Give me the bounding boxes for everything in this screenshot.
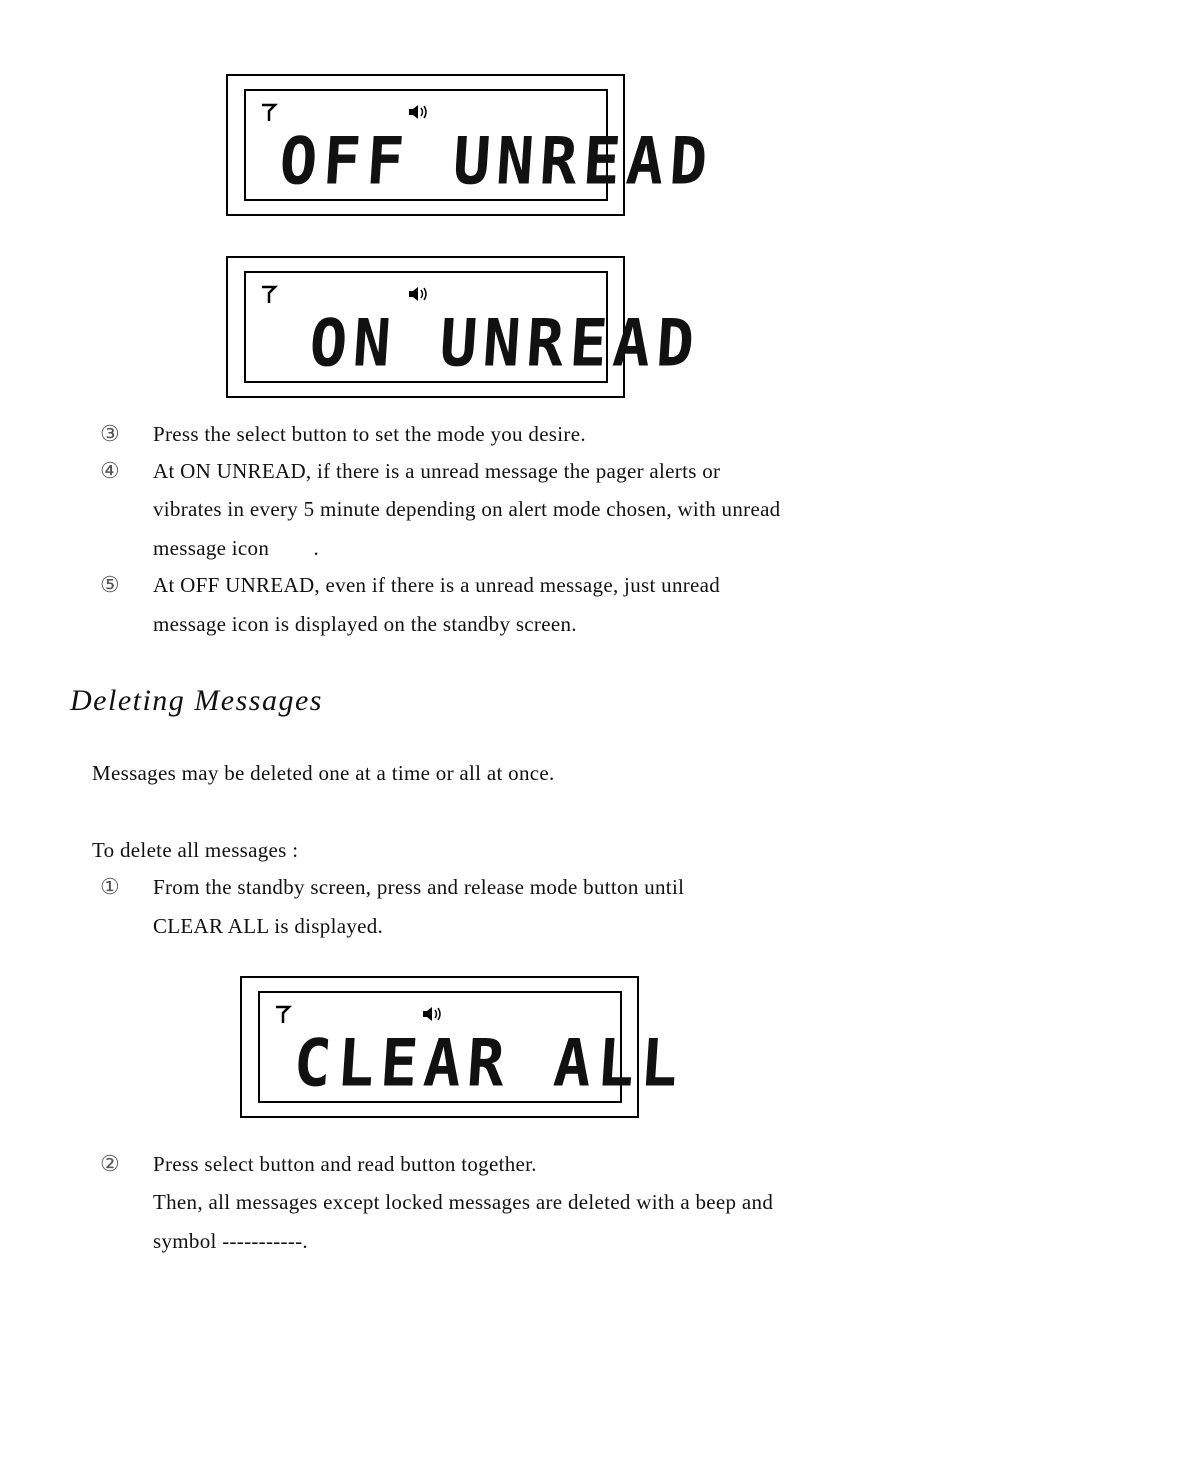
lcd-screen-off-unread [226, 74, 716, 216]
speaker-icon [422, 1006, 444, 1022]
speaker-icon [408, 104, 430, 120]
lcd-screen-on-unread [226, 256, 703, 398]
intro-text: Messages may be deleted one at a time or all at once. [92, 761, 555, 785]
step-text: vibrates in every 5 minute depending on alert mode chosen, with unread [153, 497, 781, 521]
lcd-text: CLEAR ALL [291, 1024, 687, 1102]
step-text: At OFF UNREAD, even if there is a unread message, just unread [153, 573, 721, 597]
step-number: ① [100, 874, 120, 899]
step-number: ② [100, 1151, 120, 1176]
step-text: Then, all messages except locked messages are deleted with a beep and [153, 1190, 774, 1214]
subheading: To delete all messages : [92, 838, 299, 862]
step-text: From the standby screen, press and release mode button until [153, 875, 685, 899]
antenna-icon [260, 103, 278, 123]
step-number: ③ [100, 421, 120, 446]
step-number: ⑤ [100, 572, 120, 597]
step-text: Press the select button to set the mode you desire. [153, 422, 586, 446]
step-text: At ON UNREAD, if there is a unread message the pager alerts or [153, 459, 721, 483]
step-text: Press select button and read button together. [153, 1152, 537, 1176]
step-number: ④ [100, 458, 120, 483]
step-text: message icon is displayed on the standby screen. [153, 612, 577, 636]
step-text: symbol -----------. [153, 1229, 308, 1253]
step-text: message icon . [153, 536, 320, 560]
section-title: Deleting Messages [70, 684, 323, 717]
lcd-text: ON UNREAD [307, 304, 703, 382]
step-text: CLEAR ALL is displayed. [153, 914, 384, 938]
lcd-screen-clear-all [240, 976, 687, 1118]
antenna-icon [274, 1005, 292, 1025]
speaker-icon [408, 286, 430, 302]
antenna-icon [260, 285, 278, 305]
lcd-text: OFF UNREAD [277, 122, 716, 200]
